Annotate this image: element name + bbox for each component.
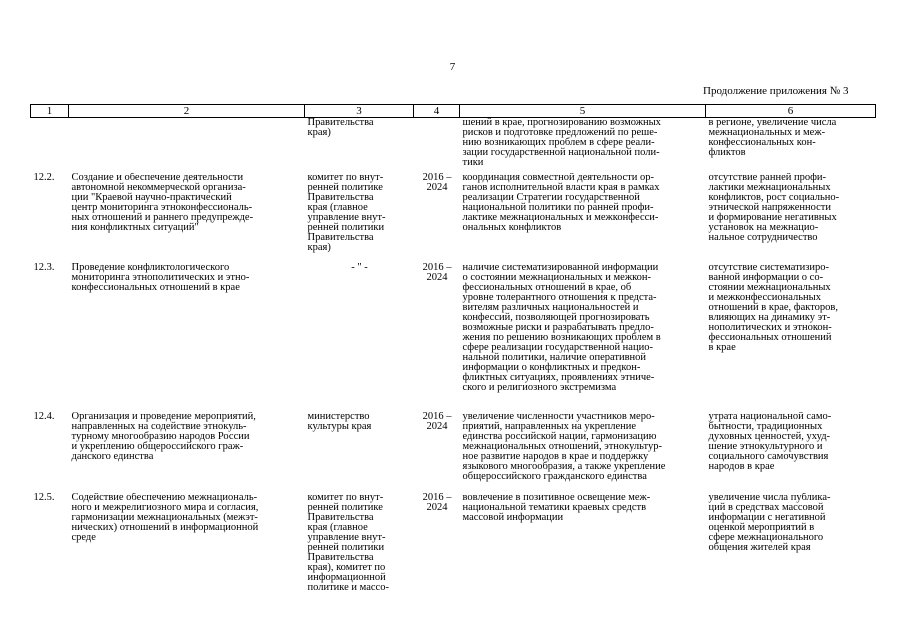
item-number-cell: 12.2. <box>33 172 55 183</box>
item-number-cell <box>31 118 69 173</box>
item-number-cell: 12.4. <box>33 411 55 422</box>
column-header: 3 <box>305 105 414 118</box>
item-number-cell: 12.3. <box>33 262 55 273</box>
period-cell: 2016 – 2024 <box>422 262 452 283</box>
period-cell: 2016 – 2024 <box>422 492 452 513</box>
expected-result-cell: наличие систематизированной информации о состоянии межнациональных и межкон- фессиональных отношений в крае, об уровне толерантного отношения к предста- вителям различных национальностей и конфессий, позволяющей прогнозировать возможные риски и разрабатывать предло- жения по решению возникающих проблем в сфере реализации государственной нацио- нальной политики, наличие оперативной информации о конфликтных и предкон- фликтных ситуациях, проявлениях этниче- ского и религиозного экстремизма <box>462 262 661 393</box>
column-header: 2 <box>69 105 305 118</box>
item-number-cell: 12.5. <box>33 492 55 503</box>
activity-cell: Проведение конфликтологического мониторинга этнополитических и этно- конфессиональных отношений в крае <box>71 262 250 293</box>
executor-cell: министерство культуры края <box>307 411 372 432</box>
table-row <box>31 173 876 263</box>
table-row <box>31 118 876 173</box>
measures-table <box>30 104 876 603</box>
consequences-cell: отсутствие ранней профи- лактики межнациональных конфликтов, рост социально- этнической напряженности и формирование негативных установок на межнацио- нальное сотрудничество <box>708 172 840 243</box>
column-number-row <box>31 105 876 118</box>
expected-result-cell: увеличение численности участников меро- приятий, направленных на укрепление единства российской нации, гармонизацию межнациональных отношений, этнокультур- ное развитие народов в крае и поддержку языкового многообразия, а также укрепление общероссийского гражданского единства <box>462 411 666 482</box>
activity-cell: Организация и проведение мероприятий, направленных на содействие этнокуль- турному многообразию народов России и укреплению общероссийского граж- данского единства <box>71 411 256 462</box>
page-number: 7 <box>449 61 456 73</box>
activity-cell: Создание и обеспечение деятельности автономной некоммерческой организа- ции "Краевой научно-практический центр мониторинга этноконфессиональ- ных отношений и раннего предупрежде- ния конфликтных ситуаций" <box>71 172 254 233</box>
column-header: 4 <box>414 105 460 118</box>
activity-cell <box>69 118 305 173</box>
executor-cell: комитет по внут- ренней политике Правительства края (главное управление внут- ренней политики Правительства края) <box>307 172 386 253</box>
consequences-cell: в регионе, увеличение числа межнациональных и меж- конфессиональных кон- фликтов <box>708 117 837 158</box>
column-header: 6 <box>706 105 876 118</box>
executor-cell: - " - <box>351 262 368 273</box>
column-header: 5 <box>460 105 706 118</box>
expected-result-cell: координация совместной деятельности ор- ганов исполнительной власти края в рамках реализации Стратегии государственной национальной политики по ранней профи- лактике межнациональных и межконфесси- ональных конфликтов <box>462 172 660 233</box>
expected-result-cell: шений в крае, прогнозированию возможных рисков и подготовке предложений по реше- нию возникающих проблем в сфере реали- зации государственной национальной поли- тики <box>462 117 661 168</box>
executor-cell: Правительства края) <box>307 117 374 138</box>
period-cell: 2016 – 2024 <box>422 172 452 193</box>
executor-cell: комитет по внут- ренней политике Правительства края (главное управление внут- ренней политики Правительства края), комитет по информационной политике и массо- <box>307 492 389 593</box>
consequences-cell: утрата национальной само- бытности, традиционных духовных ценностей, ухуд- шение этнокультурного и социального самочувствия народов в крае <box>708 411 832 472</box>
appendix-continuation-caption: Продолжение приложения № 3 <box>703 85 849 97</box>
column-header: 1 <box>31 105 69 118</box>
table-row <box>31 263 876 412</box>
table-row <box>31 412 876 493</box>
expected-result-cell: вовлечение в позитивное освещение меж- национальной тематики краевых средств массовой информации <box>462 492 651 523</box>
period-cell: 2016 – 2024 <box>422 411 452 432</box>
table-row <box>31 493 876 603</box>
activity-cell: Содействие обеспечению межнациональ- ного и межрелигиозного мира и согласия, гармонизации межнациональных (межэт- нических) отношений в информационной среде <box>71 492 259 543</box>
consequences-cell: отсутствие систематизиро- ванной информации о со- стоянии межнациональных и межконфессиональных отношений в крае, факторов, влияющих на динамику эт- нополитических и этнокон- фессиональных отношений в крае <box>708 262 839 353</box>
period-cell <box>414 118 460 173</box>
consequences-cell: увеличение числа публика- ций в средствах массовой информации с негативной оценкой мероприятий в сфере межнационального общения жителей края <box>708 492 831 553</box>
